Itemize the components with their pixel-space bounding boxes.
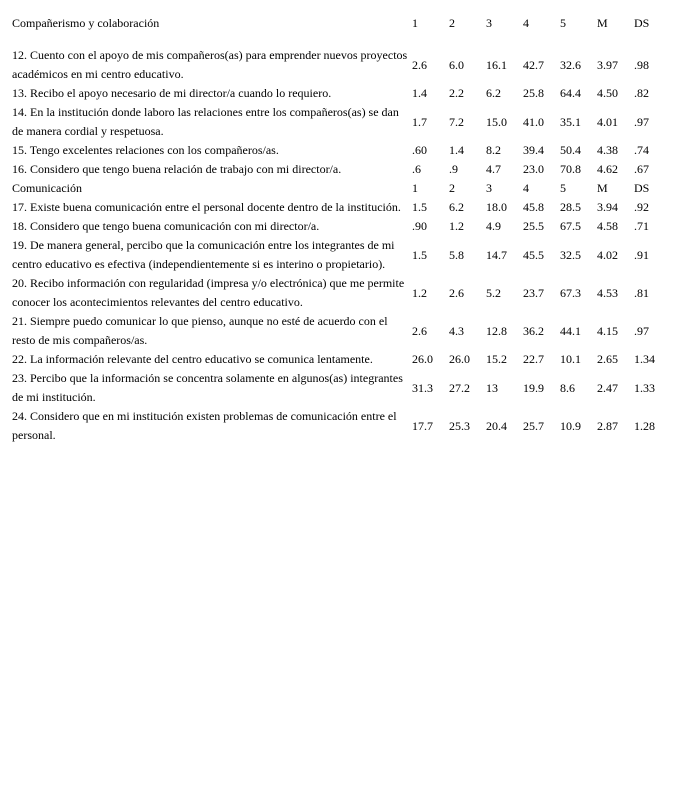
value-cell: .92 — [634, 200, 649, 214]
value-cell: 28.5 — [560, 200, 581, 214]
item-text: 13. Recibo el apoyo necesario de mi director/a cuando lo requiero. — [12, 86, 332, 100]
item-text: 19. De manera general, percibo que la comunicación entre los integrantes de mi centro educativo es efectiva (independientemente si es interino o propietario). — [12, 238, 395, 271]
value-cell: 4.38 — [597, 143, 618, 157]
value-cell: .97 — [634, 114, 649, 129]
value-cell: 15.2 — [486, 352, 507, 366]
column-header: M — [597, 181, 608, 195]
column-header: 4 — [523, 16, 529, 30]
column-header: 1 — [412, 181, 418, 195]
value-cell: 4.7 — [486, 162, 501, 176]
column-header: 5 — [560, 16, 566, 30]
table-row — [8, 407, 668, 445]
column-header: 1 — [412, 16, 418, 30]
section-header-row — [8, 179, 668, 198]
value-cell: .91 — [634, 247, 649, 262]
column-header: M — [597, 16, 608, 30]
value-cell: 26.0 — [412, 352, 433, 366]
value-cell: 16.1 — [486, 57, 507, 72]
column-header: 3 — [486, 16, 492, 30]
value-cell: 23.0 — [523, 162, 544, 176]
table-row — [8, 274, 668, 312]
column-header: 3 — [486, 181, 492, 195]
value-cell: .60 — [412, 143, 427, 157]
value-cell: 6.2 — [449, 200, 464, 214]
value-cell: 2.2 — [449, 86, 464, 100]
value-cell: 1.4 — [412, 86, 427, 100]
value-cell: 1.34 — [634, 352, 655, 366]
item-text: 22. La información relevante del centro educativo se comunica lentamente. — [12, 352, 373, 366]
column-header: DS — [634, 16, 650, 30]
value-cell: 4.53 — [597, 285, 618, 300]
value-cell: 22.7 — [523, 352, 544, 366]
value-cell: 5.2 — [486, 285, 501, 300]
value-cell: 44.1 — [560, 323, 581, 338]
value-cell: 2.6 — [412, 323, 427, 338]
table-row — [8, 198, 668, 217]
value-cell: 64.4 — [560, 86, 581, 100]
column-header: 2 — [449, 16, 455, 30]
value-cell: .67 — [634, 162, 649, 176]
value-cell: 39.4 — [523, 143, 544, 157]
value-cell: 10.1 — [560, 352, 581, 366]
section-title: Compañerismo y colaboración — [12, 16, 160, 30]
value-cell: 67.3 — [560, 285, 581, 300]
value-cell: .98 — [634, 57, 649, 72]
value-cell: 4.50 — [597, 86, 618, 100]
value-cell: 26.0 — [449, 352, 470, 366]
value-cell: 8.2 — [486, 143, 501, 157]
table-row — [8, 84, 668, 103]
table-row — [8, 350, 668, 369]
table-row — [8, 236, 668, 274]
column-header: DS — [634, 181, 650, 195]
value-cell: 4.02 — [597, 247, 618, 262]
item-text: 12. Cuento con el apoyo de mis compañeros(as) para emprender nuevos proyectos académicos en mi centro educativo. — [12, 48, 408, 81]
value-cell: 42.7 — [523, 57, 544, 72]
value-cell: 19.9 — [523, 380, 544, 395]
value-cell: 32.5 — [560, 247, 581, 262]
value-cell: 25.3 — [449, 418, 470, 433]
value-cell: 13 — [486, 380, 498, 395]
value-cell: .71 — [634, 219, 649, 233]
value-cell: 67.5 — [560, 219, 581, 233]
value-cell: 41.0 — [523, 114, 544, 129]
table-row — [8, 217, 668, 236]
item-text: 14. En la institución donde laboro las relaciones entre los compañeros(as) se dan de manera cordial y respetuosa. — [12, 105, 399, 138]
value-cell: 3.97 — [597, 57, 618, 72]
value-cell: 27.2 — [449, 380, 470, 395]
value-cell: 15.0 — [486, 114, 507, 129]
value-cell: 1.5 — [412, 200, 427, 214]
value-cell: 2.47 — [597, 380, 618, 395]
value-cell: 5.8 — [449, 247, 464, 262]
item-text: 17. Existe buena comunicación entre el personal docente dentro de la institución. — [12, 200, 401, 214]
value-cell: 6.0 — [449, 57, 464, 72]
value-cell: 32.6 — [560, 57, 581, 72]
value-cell: 50.4 — [560, 143, 581, 157]
table-row — [8, 312, 668, 350]
value-cell: .81 — [634, 285, 649, 300]
value-cell: 17.7 — [412, 418, 433, 433]
value-cell: 14.7 — [486, 247, 507, 262]
section-header-row — [8, 12, 668, 40]
value-cell: .97 — [634, 323, 649, 338]
table-row — [8, 46, 668, 84]
value-cell: 45.8 — [523, 200, 544, 214]
value-cell: 18.0 — [486, 200, 507, 214]
value-cell: 1.2 — [412, 285, 427, 300]
item-text: 15. Tengo excelentes relaciones con los compañeros/as. — [12, 143, 279, 157]
value-cell: 4.9 — [486, 219, 501, 233]
value-cell: 10.9 — [560, 418, 581, 433]
value-cell: 8.6 — [560, 380, 575, 395]
item-text: 16. Considero que tengo buena relación de trabajo con mi director/a. — [12, 162, 342, 176]
value-cell: 6.2 — [486, 86, 501, 100]
value-cell: 4.58 — [597, 219, 618, 233]
section-title: Comunicación — [12, 181, 82, 195]
value-cell: 25.7 — [523, 418, 544, 433]
table-row — [8, 160, 668, 179]
value-cell: .6 — [412, 162, 421, 176]
item-text: 18. Considero que tengo buena comunicación con mi director/a. — [12, 219, 320, 233]
value-cell: .9 — [449, 162, 458, 176]
value-cell: .90 — [412, 219, 427, 233]
value-cell: 12.8 — [486, 323, 507, 338]
value-cell: 1.2 — [449, 219, 464, 233]
item-text: 20. Recibo información con regularidad (impresa y/o electrónica) que me permite conocer los acontecimientos relevantes del centro educativo. — [12, 276, 405, 309]
item-text: 21. Siempre puedo comunicar lo que pienso, aunque no esté de acuerdo con el resto de mis compañeros/as. — [12, 314, 388, 347]
table-row — [8, 141, 668, 160]
table-row — [8, 103, 668, 141]
value-cell: 2.65 — [597, 352, 618, 366]
value-cell: 2.6 — [449, 285, 464, 300]
value-cell: 36.2 — [523, 323, 544, 338]
column-header: 4 — [523, 181, 529, 195]
value-cell: 70.8 — [560, 162, 581, 176]
value-cell: 20.4 — [486, 418, 507, 433]
value-cell: 4.01 — [597, 114, 618, 129]
column-header: 5 — [560, 181, 566, 195]
column-header: 2 — [449, 181, 455, 195]
value-cell: 7.2 — [449, 114, 464, 129]
value-cell: .82 — [634, 86, 649, 100]
item-text: 24. Considero que en mi institución existen problemas de comunicación entre el personal. — [12, 409, 397, 442]
value-cell: 2.6 — [412, 57, 427, 72]
value-cell: 2.87 — [597, 418, 618, 433]
value-cell: 1.28 — [634, 418, 655, 433]
value-cell: 3.94 — [597, 200, 618, 214]
value-cell: 23.7 — [523, 285, 544, 300]
value-cell: 25.8 — [523, 86, 544, 100]
value-cell: 1.5 — [412, 247, 427, 262]
value-cell: 4.3 — [449, 323, 464, 338]
value-cell: 4.15 — [597, 323, 618, 338]
value-cell: 45.5 — [523, 247, 544, 262]
value-cell: .74 — [634, 143, 649, 157]
survey-table — [8, 12, 668, 445]
value-cell: 1.4 — [449, 143, 464, 157]
value-cell: 1.7 — [412, 114, 427, 129]
value-cell: 35.1 — [560, 114, 581, 129]
value-cell: 31.3 — [412, 380, 433, 395]
survey-table-body — [8, 12, 668, 445]
value-cell: 25.5 — [523, 219, 544, 233]
value-cell: 1.33 — [634, 380, 655, 395]
table-row — [8, 369, 668, 407]
value-cell: 4.62 — [597, 162, 618, 176]
item-text: 23. Percibo que la información se concentra solamente en algunos(as) integrantes de mi institución. — [12, 371, 403, 404]
